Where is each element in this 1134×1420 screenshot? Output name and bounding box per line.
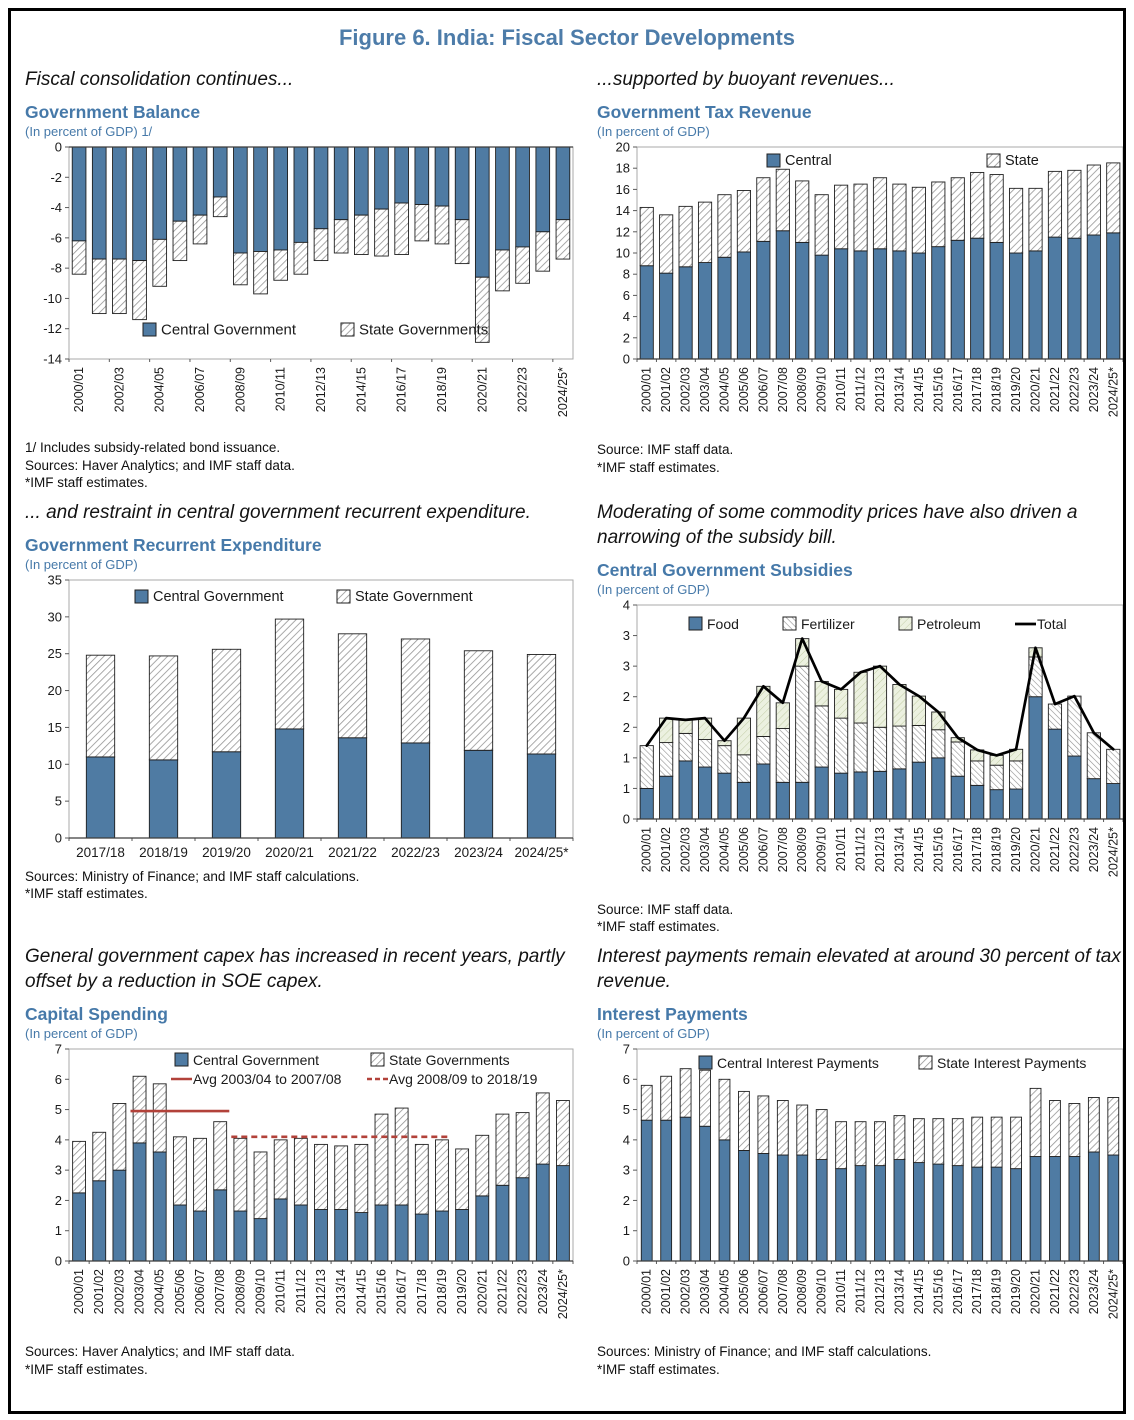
svg-text:2011/12: 2011/12 <box>853 1269 868 1314</box>
svg-text:2010/11: 2010/11 <box>273 1269 288 1314</box>
chart-footnote: Source: IMF staff data. <box>597 442 734 458</box>
svg-text:Avg 2008/09 to 2018/19: Avg 2008/09 to 2018/19 <box>389 1071 538 1088</box>
svg-text:0: 0 <box>622 1253 630 1269</box>
svg-text:4: 4 <box>622 309 630 325</box>
svg-text:2022/23: 2022/23 <box>1067 367 1082 413</box>
svg-text:2015/16: 2015/16 <box>931 826 946 873</box>
svg-text:2005/06: 2005/06 <box>736 367 751 413</box>
svg-text:-12: -12 <box>43 321 62 337</box>
svg-text:0: 0 <box>54 141 62 155</box>
svg-text:2004/05: 2004/05 <box>717 826 732 873</box>
panel-tax-revenue <box>595 59 1126 492</box>
svg-text:2019/20: 2019/20 <box>1009 367 1024 413</box>
chart-footnote: Sources: Haver Analytics; and IMF staff data. <box>25 1344 295 1360</box>
chart-svg <box>595 141 1126 441</box>
chart-svg <box>23 574 583 868</box>
svg-text:State Governments: State Governments <box>359 321 489 339</box>
svg-text:2009/10: 2009/10 <box>253 1269 268 1315</box>
svg-text:2020/21: 2020/21 <box>1028 826 1043 873</box>
svg-text:30: 30 <box>47 609 62 625</box>
svg-text:2020/21: 2020/21 <box>475 1269 490 1315</box>
svg-text:2000/01: 2000/01 <box>72 367 87 413</box>
svg-text:2000/01: 2000/01 <box>639 1269 654 1315</box>
svg-text:2015/16: 2015/16 <box>374 1269 389 1315</box>
svg-text:2007/08: 2007/08 <box>775 1269 790 1315</box>
svg-text:2024/25*: 2024/25* <box>555 1269 570 1320</box>
svg-text:3: 3 <box>54 1162 62 1178</box>
svg-text:2000/01: 2000/01 <box>639 367 654 413</box>
svg-text:State: State <box>1005 153 1039 170</box>
chart-footnote: *IMF staff estimates. <box>597 919 720 935</box>
svg-text:2012/13: 2012/13 <box>873 1269 887 1315</box>
svg-text:2003/04: 2003/04 <box>132 1269 147 1315</box>
svg-text:-4: -4 <box>50 200 62 216</box>
chart-canvas-capital-spending <box>23 1043 589 1343</box>
figure-page <box>8 8 1126 1414</box>
svg-text:2016/17: 2016/17 <box>950 826 965 873</box>
svg-text:2004/05: 2004/05 <box>717 1269 732 1315</box>
svg-text:5: 5 <box>54 793 62 809</box>
chart-svg <box>23 1043 583 1343</box>
svg-text:2022/23: 2022/23 <box>1067 826 1082 873</box>
svg-text:2014/15: 2014/15 <box>911 367 926 413</box>
chart-canvas-tax-revenue <box>595 141 1126 441</box>
svg-text:2001/02: 2001/02 <box>659 367 674 413</box>
svg-text:2020/21: 2020/21 <box>1028 367 1043 413</box>
svg-text:2007/08: 2007/08 <box>775 826 790 873</box>
svg-text:2004/05: 2004/05 <box>152 1269 167 1315</box>
chart-title: Government Recurrent Expenditure <box>25 534 322 555</box>
svg-text:2022/23: 2022/23 <box>515 1269 530 1315</box>
svg-text:2007/08: 2007/08 <box>775 367 790 413</box>
svg-text:2012/13: 2012/13 <box>314 367 328 413</box>
chart-footnote: Sources: Haver Analytics; and IMF staff data. <box>25 457 295 473</box>
svg-text:6: 6 <box>54 1071 62 1087</box>
svg-text:3: 3 <box>622 658 630 674</box>
svg-text:2019/20: 2019/20 <box>1009 1269 1024 1315</box>
chart-subtitle: (In percent of GDP) <box>597 581 710 597</box>
panel-interest-payments <box>595 936 1126 1378</box>
svg-text:2009/10: 2009/10 <box>814 367 829 413</box>
svg-text:2: 2 <box>622 719 630 735</box>
svg-text:2014/15: 2014/15 <box>354 367 369 413</box>
panel-caption: Interest payments remain elevated at around 30 percent of tax revenue. <box>597 945 1121 993</box>
panel-caption: ...supported by buoyant revenues... <box>597 69 895 90</box>
svg-text:2016/17: 2016/17 <box>394 367 409 413</box>
svg-text:4: 4 <box>622 1132 630 1148</box>
svg-text:2006/07: 2006/07 <box>756 1269 771 1315</box>
svg-text:2004/05: 2004/05 <box>152 367 167 413</box>
chart-footnote: 1/ Includes subsidy-related bond issuance. <box>25 440 281 456</box>
svg-text:2: 2 <box>622 330 630 346</box>
svg-text:2002/03: 2002/03 <box>112 367 127 413</box>
chart-footnote: *IMF staff estimates. <box>25 475 148 491</box>
svg-text:2007/08: 2007/08 <box>213 1269 228 1315</box>
svg-text:2: 2 <box>622 689 630 705</box>
svg-text:2006/07: 2006/07 <box>193 1269 207 1315</box>
svg-text:2010/11: 2010/11 <box>834 367 849 412</box>
chart-title: Capital Spending <box>25 1004 168 1025</box>
svg-text:7: 7 <box>622 1043 630 1057</box>
svg-text:2011/12: 2011/12 <box>853 367 868 412</box>
svg-text:2016/17: 2016/17 <box>950 1269 965 1315</box>
svg-text:2013/14: 2013/14 <box>892 1269 907 1315</box>
svg-text:1: 1 <box>54 1223 62 1239</box>
chart-title: Interest Payments <box>597 1004 748 1025</box>
svg-text:Fertilizer: Fertilizer <box>801 615 855 632</box>
svg-text:2017/18: 2017/18 <box>970 1269 985 1315</box>
svg-text:State Interest Payments: State Interest Payments <box>937 1055 1087 1072</box>
svg-text:2000/01: 2000/01 <box>72 1269 87 1315</box>
figure-title: Figure 6. India: Fiscal Sector Developments <box>338 25 796 50</box>
charts-grid <box>23 59 1121 1378</box>
chart-canvas-government-balance <box>23 141 589 439</box>
svg-text:2020/21: 2020/21 <box>1028 1269 1043 1315</box>
svg-text:4: 4 <box>54 1132 62 1148</box>
svg-text:2008/09: 2008/09 <box>233 367 248 413</box>
svg-text:2021/22: 2021/22 <box>1048 1269 1062 1315</box>
svg-text:2021/22: 2021/22 <box>495 1269 510 1315</box>
chart-subtitle: (In percent of GDP) <box>25 556 138 572</box>
svg-text:2024/25*: 2024/25* <box>555 367 570 418</box>
panel-subsidies <box>595 492 1126 936</box>
svg-text:2010/11: 2010/11 <box>834 826 849 872</box>
svg-text:2: 2 <box>54 1193 62 1209</box>
chart-canvas-recurrent-expenditure <box>23 574 589 868</box>
svg-text:10: 10 <box>47 756 62 772</box>
svg-text:2013/14: 2013/14 <box>892 367 907 413</box>
svg-text:12: 12 <box>615 224 630 240</box>
svg-text:2019/20: 2019/20 <box>455 1269 470 1315</box>
svg-text:1: 1 <box>622 750 630 766</box>
svg-text:0: 0 <box>622 351 630 367</box>
svg-text:20: 20 <box>615 141 630 155</box>
svg-text:5: 5 <box>54 1102 62 1118</box>
svg-text:35: 35 <box>47 573 62 588</box>
chart-canvas-interest-payments <box>595 1043 1126 1343</box>
svg-text:2015/16: 2015/16 <box>931 1269 946 1315</box>
svg-text:2013/14: 2013/14 <box>892 826 907 873</box>
svg-text:2010/11: 2010/11 <box>834 1269 849 1314</box>
svg-text:2006/07: 2006/07 <box>193 367 207 413</box>
svg-text:3: 3 <box>622 1162 630 1178</box>
chart-footnote: *IMF staff estimates. <box>25 1361 148 1377</box>
panel-caption: Moderating of some commodity prices have also driven a narrowing of the subsidy bill. <box>597 501 1078 548</box>
svg-text:2017/18: 2017/18 <box>76 844 125 860</box>
svg-text:2006/07: 2006/07 <box>756 367 771 413</box>
svg-text:Central: Central <box>785 153 832 170</box>
svg-text:2018/19: 2018/19 <box>435 1269 449 1315</box>
svg-text:2017/18: 2017/18 <box>970 367 985 413</box>
chart-title: Government Tax Revenue <box>597 102 812 123</box>
svg-text:2023/24: 2023/24 <box>454 844 503 860</box>
svg-text:Avg 2003/04 to 2007/08: Avg 2003/04 to 2007/08 <box>193 1071 342 1088</box>
svg-text:2001/02: 2001/02 <box>659 1269 674 1315</box>
svg-text:2010/11: 2010/11 <box>273 367 288 412</box>
svg-text:2021/22: 2021/22 <box>328 844 377 860</box>
svg-text:2011/12: 2011/12 <box>293 1269 308 1314</box>
svg-text:2021/22: 2021/22 <box>1048 826 1062 873</box>
chart-svg <box>23 141 583 439</box>
svg-text:2006/07: 2006/07 <box>756 826 771 873</box>
svg-text:2001/02: 2001/02 <box>659 826 674 873</box>
svg-text:2005/06: 2005/06 <box>736 826 751 873</box>
svg-text:16: 16 <box>615 181 630 197</box>
svg-text:25: 25 <box>47 646 62 662</box>
svg-text:2024/25*: 2024/25* <box>514 844 569 860</box>
svg-text:2005/06: 2005/06 <box>736 1269 751 1315</box>
svg-text:6: 6 <box>622 287 630 303</box>
svg-text:18: 18 <box>615 160 630 176</box>
svg-text:10: 10 <box>615 245 630 261</box>
svg-text:2023/24: 2023/24 <box>1086 1269 1101 1315</box>
svg-text:2020/21: 2020/21 <box>265 844 314 860</box>
svg-text:2023/24: 2023/24 <box>535 1269 550 1315</box>
svg-text:0: 0 <box>622 811 630 827</box>
panel-capital-spending <box>23 936 589 1378</box>
svg-text:2019/20: 2019/20 <box>1009 826 1024 873</box>
svg-text:2009/10: 2009/10 <box>814 1269 829 1315</box>
svg-text:2017/18: 2017/18 <box>970 826 985 873</box>
chart-subtitle: (In percent of GDP) <box>597 124 710 140</box>
svg-text:Petroleum: Petroleum <box>917 615 981 632</box>
svg-text:2008/09: 2008/09 <box>795 367 810 413</box>
svg-text:2018/19: 2018/19 <box>139 844 188 860</box>
svg-text:0: 0 <box>54 1253 62 1269</box>
svg-text:State Government: State Government <box>355 588 473 605</box>
svg-text:2022/23: 2022/23 <box>515 367 530 413</box>
svg-text:2002/03: 2002/03 <box>678 826 693 873</box>
svg-text:2001/02: 2001/02 <box>92 1269 107 1315</box>
svg-text:2003/04: 2003/04 <box>698 367 712 413</box>
svg-text:2004/05: 2004/05 <box>717 367 732 413</box>
chart-title: Central Government Subsidies <box>597 559 853 580</box>
chart-subtitle: (In percent of GDP) 1/ <box>25 124 153 140</box>
svg-text:2002/03: 2002/03 <box>678 367 693 413</box>
svg-text:2003/04: 2003/04 <box>698 1269 712 1315</box>
svg-text:2023/24: 2023/24 <box>1086 367 1101 413</box>
svg-text:Central Government: Central Government <box>193 1052 320 1069</box>
panel-caption: General government capex has increased in recent years, partly offset by a reduction in SOE capex. <box>25 945 565 993</box>
svg-text:2018/19: 2018/19 <box>989 1269 1004 1315</box>
svg-text:2002/03: 2002/03 <box>112 1269 127 1315</box>
svg-text:20: 20 <box>47 682 62 698</box>
panel-caption: ... and restraint in central government recurrent expenditure. <box>25 501 531 523</box>
chart-footnote: Source: IMF staff data. <box>597 901 734 917</box>
svg-text:2015/16: 2015/16 <box>931 367 946 413</box>
svg-text:2: 2 <box>622 1193 630 1209</box>
svg-text:2018/19: 2018/19 <box>989 367 1004 413</box>
svg-text:2014/15: 2014/15 <box>911 826 926 873</box>
svg-text:2014/15: 2014/15 <box>354 1269 369 1315</box>
svg-text:2016/17: 2016/17 <box>394 1269 409 1315</box>
svg-text:1: 1 <box>622 1223 630 1239</box>
panel-recurrent-expenditure <box>23 492 589 936</box>
svg-text:2012/13: 2012/13 <box>873 367 887 413</box>
svg-text:6: 6 <box>622 1071 630 1087</box>
chart-title: Government Balance <box>25 102 201 123</box>
chart-footnote: *IMF staff estimates. <box>25 886 148 902</box>
svg-text:4: 4 <box>622 598 630 613</box>
chart-footnote: *IMF staff estimates. <box>597 1361 720 1377</box>
svg-text:Central Government: Central Government <box>153 588 284 605</box>
svg-text:14: 14 <box>615 203 630 219</box>
svg-text:2000/01: 2000/01 <box>639 826 654 873</box>
chart-svg <box>595 599 1126 901</box>
svg-text:2012/13: 2012/13 <box>314 1269 328 1315</box>
chart-subtitle: (In percent of GDP) <box>25 1026 138 1042</box>
chart-footnote: Sources: Ministry of Finance; and IMF staff calculations. <box>597 1344 932 1360</box>
svg-text:5: 5 <box>622 1102 630 1118</box>
svg-text:2021/22: 2021/22 <box>1048 367 1062 413</box>
svg-text:2012/13: 2012/13 <box>873 826 887 873</box>
chart-footnote: *IMF staff estimates. <box>597 459 720 475</box>
svg-text:0: 0 <box>54 830 62 846</box>
svg-text:Total: Total <box>1037 615 1067 632</box>
svg-text:Food: Food <box>707 615 739 632</box>
svg-text:2011/12: 2011/12 <box>853 826 868 872</box>
svg-text:2008/09: 2008/09 <box>795 1269 810 1315</box>
svg-text:1: 1 <box>622 780 630 796</box>
svg-text:2024/25*: 2024/25* <box>1106 826 1121 877</box>
chart-svg <box>595 1043 1126 1343</box>
chart-canvas-subsidies <box>595 599 1126 901</box>
svg-text:2023/24: 2023/24 <box>1086 826 1101 873</box>
svg-text:2002/03: 2002/03 <box>678 1269 693 1315</box>
svg-text:2014/15: 2014/15 <box>911 1269 926 1315</box>
chart-subtitle: (In percent of GDP) <box>597 1026 710 1042</box>
panel-government-balance <box>23 59 589 492</box>
svg-text:2018/19: 2018/19 <box>435 367 449 413</box>
svg-text:-14: -14 <box>43 351 62 367</box>
svg-text:-2: -2 <box>50 169 62 185</box>
svg-text:2008/09: 2008/09 <box>795 826 810 873</box>
svg-text:2016/17: 2016/17 <box>950 367 965 413</box>
svg-text:-6: -6 <box>50 230 62 246</box>
svg-text:2020/21: 2020/21 <box>475 367 490 413</box>
svg-text:7: 7 <box>54 1043 62 1057</box>
svg-text:2009/10: 2009/10 <box>814 826 829 873</box>
svg-text:2013/14: 2013/14 <box>334 1269 349 1315</box>
svg-text:Central Interest Payments: Central Interest Payments <box>717 1055 879 1072</box>
svg-text:2005/06: 2005/06 <box>172 1269 187 1315</box>
svg-text:2024/25*: 2024/25* <box>1106 1269 1121 1320</box>
svg-text:2003/04: 2003/04 <box>698 826 712 873</box>
svg-text:Central Government: Central Government <box>161 321 297 339</box>
svg-text:State Governments: State Governments <box>389 1052 510 1069</box>
panel-caption: Fiscal consolidation continues... <box>25 69 294 90</box>
svg-text:2017/18: 2017/18 <box>414 1269 429 1315</box>
svg-text:2018/19: 2018/19 <box>989 826 1004 873</box>
svg-text:2008/09: 2008/09 <box>233 1269 248 1315</box>
svg-text:2019/20: 2019/20 <box>202 844 251 860</box>
svg-text:8: 8 <box>622 266 630 282</box>
svg-text:-8: -8 <box>50 260 62 276</box>
chart-footnote: Sources: Ministry of Finance; and IMF staff calculations. <box>25 868 360 884</box>
svg-text:-10: -10 <box>43 291 62 307</box>
svg-text:2022/23: 2022/23 <box>391 844 440 860</box>
svg-text:2024/25*: 2024/25* <box>1106 367 1121 418</box>
svg-text:15: 15 <box>47 719 62 735</box>
svg-text:2022/23: 2022/23 <box>1067 1269 1082 1315</box>
svg-text:3: 3 <box>622 627 630 643</box>
